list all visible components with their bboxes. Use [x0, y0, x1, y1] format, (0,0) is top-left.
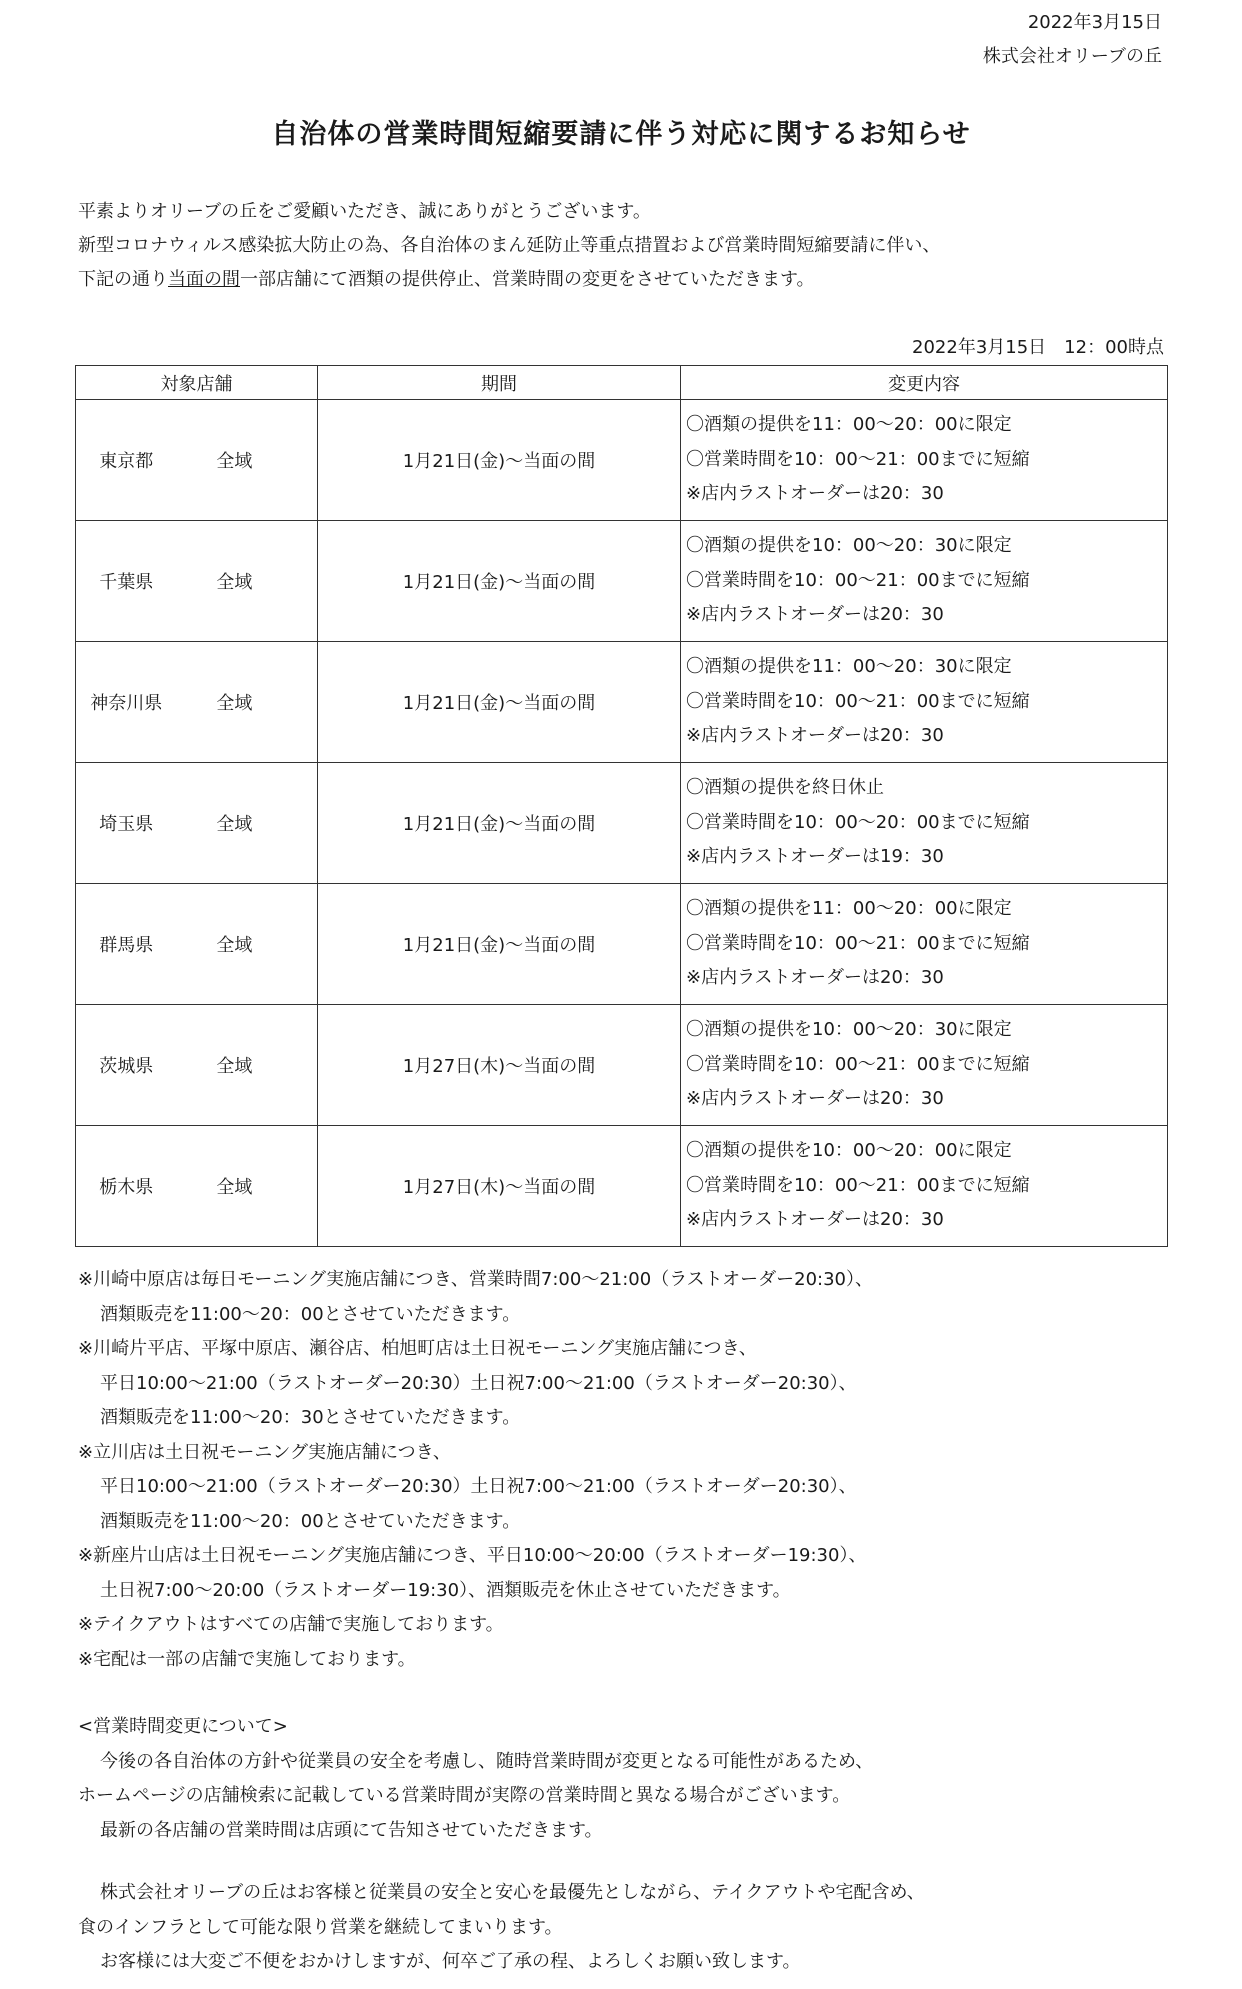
- area-cell: 全域: [176, 521, 317, 642]
- underlined-term: 当面の間: [168, 269, 240, 290]
- table-row: [76, 1126, 1168, 1247]
- as-of-timestamp: 2022年3月15日 12：00時点: [912, 337, 1164, 358]
- change-line: ※店内ラストオーダーは20：30: [686, 604, 944, 626]
- note-line: 平日10:00～21:00（ラストオーダー20:30）土日祝7:00～21:00（ラストオーダー20:30）、: [100, 1372, 857, 1394]
- area-cell: 全域: [176, 642, 317, 763]
- prefecture-cell: 東京都: [76, 400, 177, 521]
- section-heading: <営業時間変更について>: [78, 1716, 288, 1737]
- table-row: [76, 521, 1168, 642]
- header-changes: 変更内容: [681, 366, 1168, 400]
- closing-line: 株式会社オリーブの丘はお客様と従業員の安全と安心を最優先としながら、テイクアウトや宅配含め、: [100, 1882, 925, 1903]
- note-line: ※宅配は一部の店舗で実施しております。: [78, 1648, 416, 1670]
- changes-cell: [681, 521, 1168, 642]
- change-line: 〇酒類の提供を10：00～20：30に限定: [686, 535, 1012, 557]
- period-cell: 1月21日(金)～当面の間: [318, 884, 681, 1005]
- change-line: 〇営業時間を10：00～21：00までに短縮: [686, 690, 1030, 712]
- intro-line: 平素よりオリーブの丘をご愛顧いただき、誠にありがとうございます。: [78, 201, 651, 222]
- change-line: 〇営業時間を10：00～21：00までに短縮: [686, 932, 1030, 954]
- changes-cell: [681, 1005, 1168, 1126]
- intro-text: 一部店舗にて酒類の提供停止、営業時間の変更をさせていただきます。: [240, 269, 815, 290]
- prefecture-cell: 栃木県: [76, 1126, 177, 1247]
- change-line: ※店内ラストオーダーは20：30: [686, 483, 944, 505]
- change-line: ※店内ラストオーダーは20：30: [686, 967, 944, 989]
- closing-paragraph: [78, 1876, 925, 1980]
- intro-line: [78, 263, 940, 297]
- period-cell: 1月21日(金)～当面の間: [318, 521, 681, 642]
- intro-line: 新型コロナウィルス感染拡大防止の為、各自治体のまん延防止等重点措置および営業時間短縮要請に伴い、: [78, 235, 941, 256]
- change-line: 〇営業時間を10：00～21：00までに短縮: [686, 448, 1030, 470]
- notice-date: 2022年3月15日: [1027, 12, 1162, 33]
- period-cell: 1月21日(金)～当面の間: [318, 642, 681, 763]
- table-row: [76, 763, 1168, 884]
- area-cell: 全域: [176, 400, 317, 521]
- note-line: ※川崎中原店は毎日モーニング実施店舗につき、営業時間7:00～21:00（ラストオーダー20:30）、: [78, 1269, 874, 1290]
- note-line: 酒類販売を11:00～20：00とさせていただきます。: [100, 1510, 521, 1532]
- changes-cell: [681, 400, 1168, 521]
- changes-cell: [681, 1126, 1168, 1247]
- store-changes-table: [75, 365, 1168, 1247]
- note-line: 酒類販売を11:00～20：30とさせていただきます。: [100, 1407, 521, 1428]
- table-body: [76, 400, 1168, 1247]
- prefecture-cell: 茨城県: [76, 1005, 177, 1126]
- changes-cell: [681, 884, 1168, 1005]
- change-line: 〇営業時間を10：00～21：00までに短縮: [686, 1174, 1030, 1196]
- table-row: [76, 642, 1168, 763]
- change-line: 〇営業時間を10：00～21：00までに短縮: [686, 1053, 1030, 1075]
- change-line: 〇営業時間を10：00～20：00までに短縮: [686, 811, 1030, 833]
- section-line: ホームページの店舗検索に記載している営業時間が実際の営業時間と異なる場合がございます。: [78, 1785, 851, 1806]
- prefecture-cell: 千葉県: [76, 521, 177, 642]
- header-target-stores: 対象店舗: [76, 366, 318, 400]
- closing-line: お客様には大変ご不便をおかけしますが、何卒ご了承の程、よろしくお願い致します。: [100, 1951, 801, 1972]
- change-line: 〇酒類の提供を11：00～20：00に限定: [686, 898, 1012, 920]
- note-line: 酒類販売を11:00～20：00とさせていただきます。: [100, 1303, 521, 1325]
- change-line: ※店内ラストオーダーは19：30: [686, 846, 944, 868]
- section-line: 最新の各店舗の営業時間は店頭にて告知させていただきます。: [100, 1819, 603, 1841]
- table-header-row: [76, 366, 1168, 400]
- period-cell: 1月21日(金)～当面の間: [318, 763, 681, 884]
- note-line: ※テイクアウトはすべての店舗で実施しております。: [78, 1614, 504, 1635]
- area-cell: 全域: [176, 763, 317, 884]
- period-cell: 1月27日(木)～当面の間: [318, 1005, 681, 1126]
- intro-text: 下記の通り: [78, 269, 168, 290]
- prefecture-cell: 埼玉県: [76, 763, 177, 884]
- changes-cell: [681, 642, 1168, 763]
- change-line: ※店内ラストオーダーは20：30: [686, 725, 944, 747]
- change-line: 〇酒類の提供を終日休止: [686, 777, 884, 799]
- table-row: [76, 884, 1168, 1005]
- prefecture-cell: 神奈川県: [76, 642, 177, 763]
- change-line: 〇酒類の提供を10：00～20：30に限定: [686, 1019, 1012, 1041]
- area-cell: 全域: [176, 1005, 317, 1126]
- note-line: ※立川店は土日祝モーニング実施店舗につき、: [78, 1441, 451, 1463]
- change-line: 〇酒類の提供を11：00～20：30に限定: [686, 656, 1012, 678]
- table-row: [76, 1005, 1168, 1126]
- intro-paragraph: [78, 195, 940, 297]
- note-line: 土日祝7:00～20:00（ラストオーダー19:30）、酒類販売を休止させていただきます。: [100, 1579, 791, 1601]
- changes-cell: [681, 763, 1168, 884]
- note-line: ※川崎片平店、平塚中原店、瀬谷店、柏旭町店は土日祝モーニング実施店舗につき、: [78, 1338, 757, 1359]
- company-name: 株式会社オリーブの丘: [982, 46, 1162, 67]
- closing-line: 食のインフラとして可能な限り営業を継続してまいります。: [78, 1916, 563, 1938]
- section-line: 今後の各自治体の方針や従業員の安全を考慮し、随時営業時間が変更となる可能性があるため、: [100, 1750, 874, 1772]
- area-cell: 全域: [176, 1126, 317, 1247]
- notes-section: [78, 1263, 873, 1677]
- period-cell: 1月21日(金)～当面の間: [318, 400, 681, 521]
- note-line: 平日10:00～21:00（ラストオーダー20:30）土日祝7:00～21:00（ラストオーダー20:30）、: [100, 1476, 857, 1497]
- change-line: ※店内ラストオーダーは20：30: [686, 1088, 944, 1110]
- header-period: 期間: [318, 366, 681, 400]
- change-line: 〇営業時間を10：00～21：00までに短縮: [686, 569, 1030, 591]
- page-title: 自治体の営業時間短縮要請に伴う対応に関するお知らせ: [271, 119, 971, 150]
- hours-change-section: [78, 1710, 873, 1848]
- period-cell: 1月27日(木)～当面の間: [318, 1126, 681, 1247]
- prefecture-cell: 群馬県: [76, 884, 177, 1005]
- change-line: 〇酒類の提供を11：00～20：00に限定: [686, 414, 1012, 436]
- note-line: ※新座片山店は土日祝モーニング実施店舗につき、平日10:00～20:00（ラストオーダー19:30）、: [78, 1545, 867, 1566]
- change-line: ※店内ラストオーダーは20：30: [686, 1209, 944, 1231]
- table-row: [76, 400, 1168, 521]
- change-line: 〇酒類の提供を10：00～20：00に限定: [686, 1140, 1012, 1162]
- area-cell: 全域: [176, 884, 317, 1005]
